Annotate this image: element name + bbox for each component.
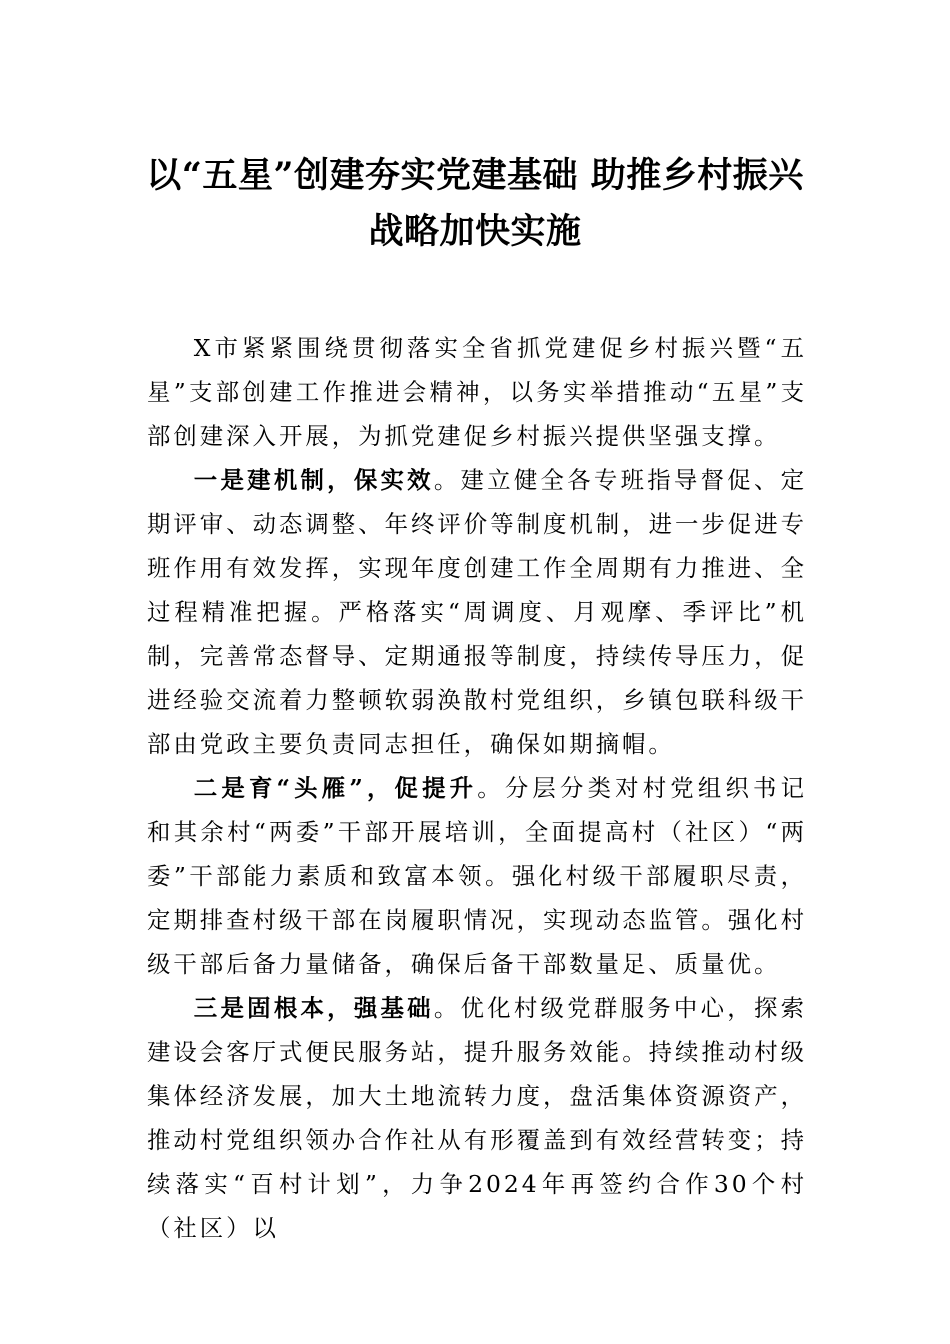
document-title: 以“五星”创建夯实党建基础 助推乡村振兴战略加快实施 <box>146 155 804 252</box>
section-paragraph-3 <box>147 986 807 1250</box>
section-text-2: 。分层分类对村党组织书记和其余村“两委”干部开展培训，全面提高村（社区）“两委”干部能力素质和致富本领。强化村级干部履职尽责，定期排查村级干部在岗履职情况，实现动态监管。强化村级干部后备力量储备，确保后备干部数量足、质量优。 <box>147 774 807 978</box>
section-paragraph-1 <box>147 458 807 766</box>
document-body <box>147 326 807 1250</box>
intro-paragraph: X市紧紧围绕贯彻落实全省抓党建促乡村振兴暨“五星”支部创建工作推进会精神，以务实举措推动“五星”支部创建深入开展，为抓党建促乡村振兴提供坚强支撑。 <box>147 334 807 450</box>
section-paragraph-2 <box>147 766 807 986</box>
section-lead-2: 二是育“头雁”，促提升 <box>193 774 478 802</box>
section-lead-3: 三是固根本，强基础 <box>193 994 434 1022</box>
section-lead-1: 一是建机制，保实效 <box>193 466 434 494</box>
section-text-3: 。优化村级党群服务中心，探索建设会客厅式便民服务站，提升服务效能。持续推动村级集体经济发展，加大土地流转力度，盘活集体资源资产，推动村党组织领办合作社从有形覆盖到有效经营转变；持续落实“百村计划”，力争2024年再签约合作30个村（社区）以 <box>147 994 808 1242</box>
section-text-1: 。建立健全各专班指导督促、定期评审、动态调整、年终评价等制度机制，进一步促进专班作用有效发挥，实现年度创建工作全周期有力推进、全过程精准把握。严格落实“周调度、月观摩、季评比”机制，完善常态督导、定期通报等制度，持续传导压力，促进经验交流着力整顿软弱涣散村党组织，乡镇包联科级干部由党政主要负责同志担任，确保如期摘帽。 <box>147 466 808 758</box>
